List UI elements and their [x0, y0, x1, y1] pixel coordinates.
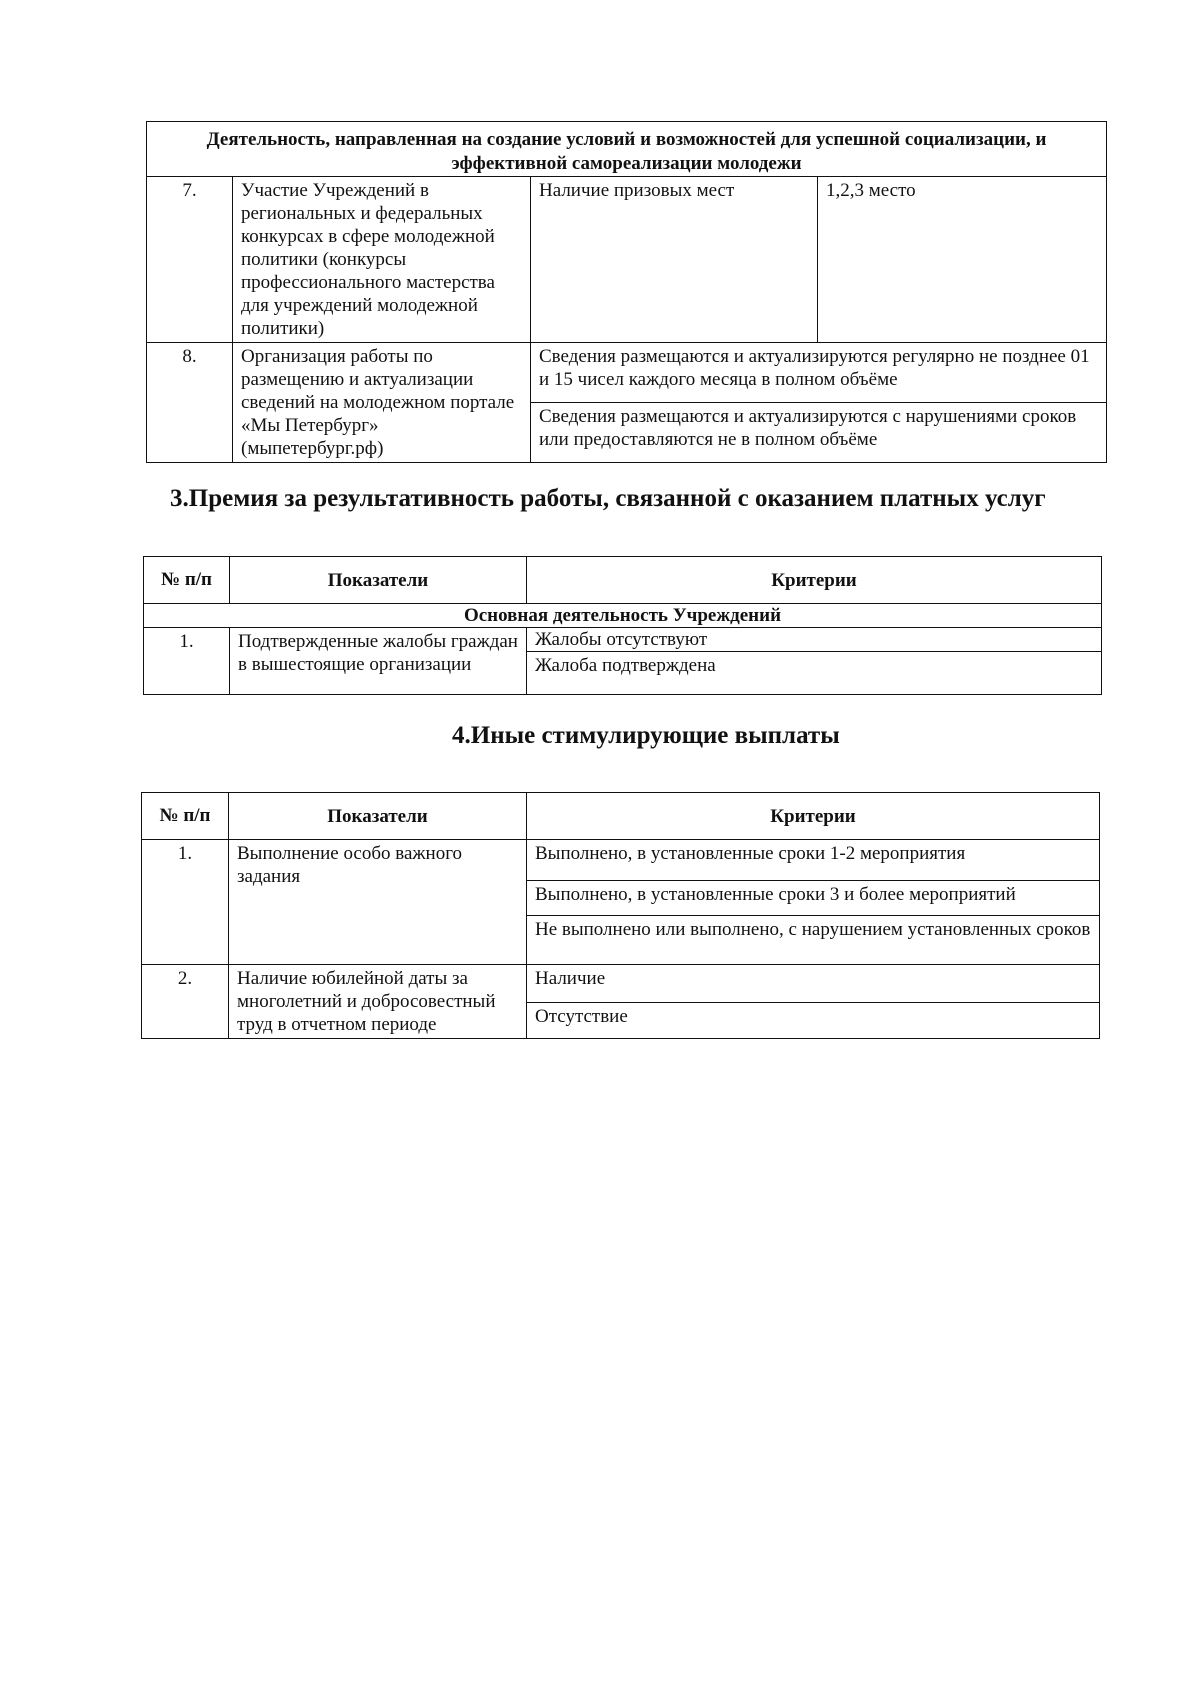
- column-header-number: № п/п: [142, 793, 229, 840]
- row-number: 1.: [144, 628, 230, 695]
- table-row: [142, 965, 1100, 1003]
- table-row: [147, 343, 1107, 403]
- indicator-cell: Участие Учреждений в региональных и федеральных конкурсах в сфере молодежной политики (конкурсы профессионального мастерства для учреждений молодежной политики): [233, 177, 531, 343]
- criterion-cell: Наличие призовых мест: [531, 177, 818, 343]
- criterion-cell: Выполнено, в установленные сроки 1-2 мероприятия: [527, 840, 1100, 881]
- criterion-cell: Жалоба подтверждена: [527, 652, 1102, 695]
- section-3-title: 3.Премия за результативность работы, связанной с оказанием платных услуг: [170, 485, 1046, 512]
- subheader: Основная деятельность Учреждений: [144, 604, 1102, 628]
- other-payments-table: [141, 792, 1100, 1039]
- criterion-cell: Наличие: [527, 965, 1100, 1003]
- indicator-cell: Выполнение особо важного задания: [229, 840, 527, 965]
- table-row: [144, 628, 1102, 652]
- criterion-cell: Отсутствие: [527, 1003, 1100, 1039]
- column-header-criteria: Критерии: [527, 557, 1102, 604]
- row-number: 1.: [142, 840, 229, 965]
- paid-services-table: [143, 556, 1102, 695]
- indicator-cell: Наличие юбилейной даты за многолетний и добросовестный труд в отчетном периоде: [229, 965, 527, 1039]
- criterion-cell: Не выполнено или выполнено, с нарушением установленных сроков: [527, 916, 1100, 965]
- activity-table: [146, 121, 1107, 463]
- row-number: 7.: [147, 177, 233, 343]
- section-header: Деятельность, направленная на создание условий и возможностей для успешной социализации, и эффективной самореализации молодежи: [147, 122, 1107, 177]
- indicator-cell: Организация работы по размещению и актуализации сведений на молодежном портале «Мы Петербург» (мыпетербург.рф): [233, 343, 531, 463]
- criterion-cell: Жалобы отсутствуют: [527, 628, 1102, 652]
- value-cell: 1,2,3 место: [818, 177, 1107, 343]
- criterion-cell: Сведения размещаются и актуализируются с нарушениями сроков или предоставляются не в полном объёме: [531, 403, 1107, 463]
- column-header-number: № п/п: [144, 557, 230, 604]
- section-4-title: 4.Иные стимулирующие выплаты: [452, 722, 840, 749]
- column-header-indicators: Показатели: [230, 557, 527, 604]
- row-number: 2.: [142, 965, 229, 1039]
- criterion-cell: Сведения размещаются и актуализируются регулярно не позднее 01 и 15 чисел каждого месяца в полном объёме: [531, 343, 1107, 403]
- indicator-cell: Подтвержденные жалобы граждан в вышестоящие организации: [230, 628, 527, 695]
- row-number: 8.: [147, 343, 233, 463]
- criterion-cell: Выполнено, в установленные сроки 3 и более мероприятий: [527, 881, 1100, 916]
- column-header-criteria: Критерии: [527, 793, 1100, 840]
- table-row: [147, 177, 1107, 343]
- table-row: [142, 840, 1100, 881]
- column-header-indicators: Показатели: [229, 793, 527, 840]
